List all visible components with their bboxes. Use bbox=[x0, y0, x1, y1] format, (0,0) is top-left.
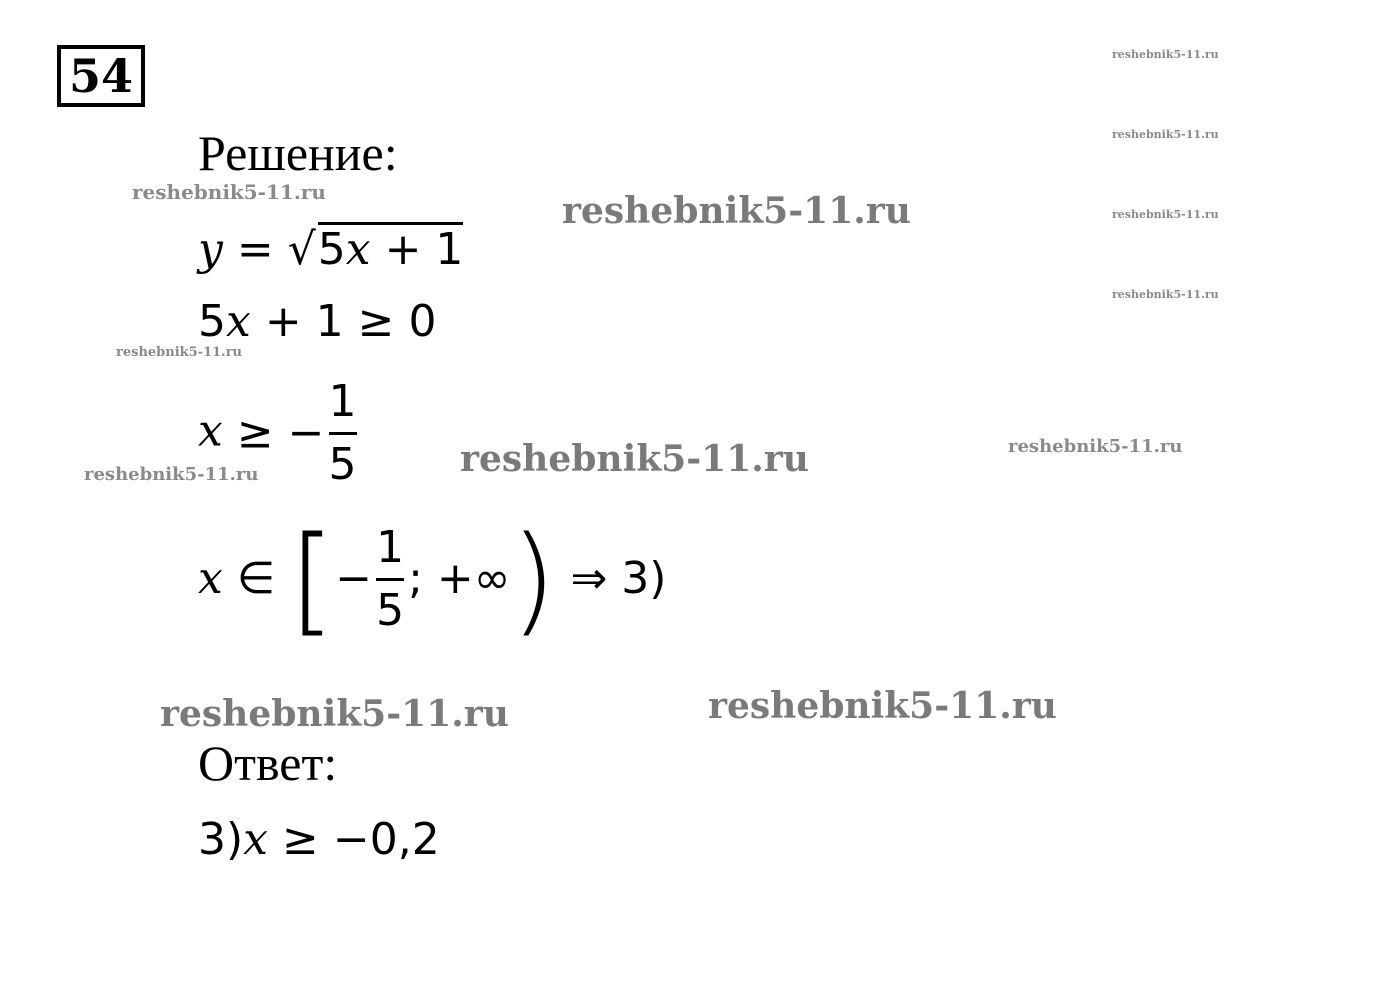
radicand-coef: 5 bbox=[317, 224, 346, 275]
ge-minus: ≥ − bbox=[222, 407, 325, 459]
watermark: reshebnik5-11.ru bbox=[460, 438, 809, 480]
inequality-domain bbox=[198, 296, 437, 347]
watermark: reshebnik5-11.ru bbox=[562, 190, 911, 232]
problem-number: 54 bbox=[57, 45, 145, 107]
coef: 5 bbox=[198, 296, 226, 347]
numerator: 1 bbox=[328, 376, 357, 427]
watermark: reshebnik5-11.ru bbox=[1112, 48, 1219, 61]
answer-rest: ≥ −0,2 bbox=[268, 814, 440, 865]
var-x: x bbox=[198, 405, 223, 457]
answer-expression bbox=[198, 814, 440, 865]
answer-heading: Ответ: bbox=[198, 735, 338, 791]
radicand-var: x bbox=[345, 224, 371, 275]
watermark: reshebnik5-11.ru bbox=[84, 464, 259, 485]
watermark: reshebnik5-11.ru bbox=[132, 180, 326, 204]
var-x: x bbox=[198, 553, 223, 604]
var-x: x bbox=[243, 814, 268, 865]
watermark: reshebnik5-11.ru bbox=[1112, 288, 1219, 301]
left-bracket: [ bbox=[289, 510, 336, 648]
interval-tail: ; +∞ bbox=[408, 553, 511, 604]
watermark: reshebnik5-11.ru bbox=[160, 693, 509, 735]
radicand bbox=[317, 222, 464, 275]
element-of: ∈ bbox=[222, 553, 290, 604]
answer-number: 3) bbox=[198, 814, 244, 865]
watermark: reshebnik5-11.ru bbox=[1112, 208, 1219, 221]
watermark: reshebnik5-11.ru bbox=[1008, 436, 1183, 457]
fraction bbox=[376, 521, 405, 636]
inequality-rest: + 1 ≥ 0 bbox=[250, 296, 437, 347]
watermark: reshebnik5-11.ru bbox=[708, 685, 1057, 727]
right-paren: ) bbox=[510, 510, 557, 648]
numerator: 1 bbox=[376, 521, 405, 573]
var-y: y bbox=[198, 224, 223, 275]
equals-sqrt: = √ bbox=[222, 224, 316, 275]
radicand-const: + 1 bbox=[370, 224, 464, 275]
watermark: reshebnik5-11.ru bbox=[116, 345, 243, 360]
denominator: 5 bbox=[376, 584, 405, 636]
fraction bbox=[328, 376, 357, 490]
interval-answer bbox=[198, 510, 667, 648]
var-x: x bbox=[226, 296, 251, 347]
implies-result: ⇒ 3) bbox=[556, 553, 667, 604]
minus: − bbox=[335, 553, 373, 604]
watermark: reshebnik5-11.ru bbox=[1112, 128, 1219, 141]
solution-heading: Решение: bbox=[198, 125, 398, 181]
denominator: 5 bbox=[328, 439, 357, 490]
equation-function bbox=[198, 222, 464, 275]
